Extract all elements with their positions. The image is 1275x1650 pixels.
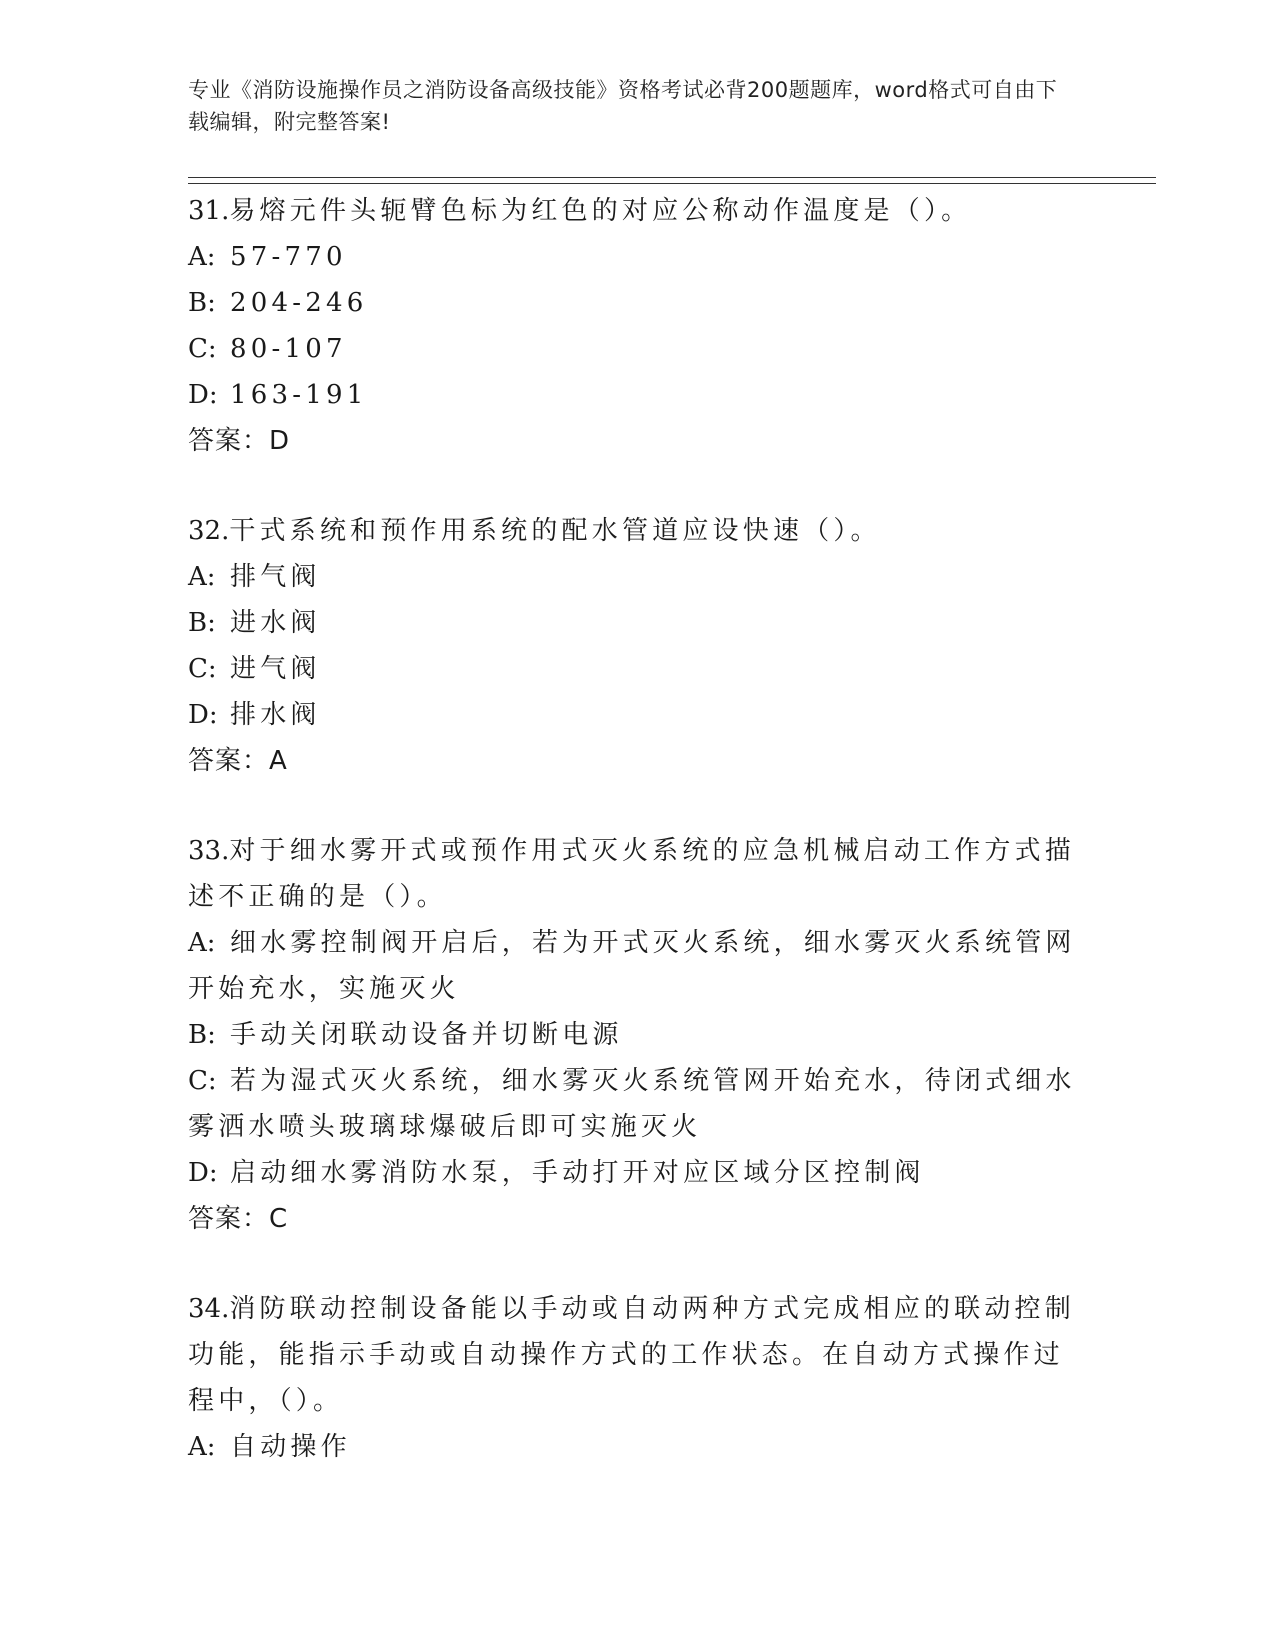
option-b: B: 进水阀 [188, 608, 321, 638]
answer-line: 答案：D [188, 426, 291, 456]
answer-line: 答案：A [188, 746, 288, 776]
question-number: 33. [188, 836, 230, 866]
header-divider-bottom [188, 183, 1156, 184]
spacer [188, 464, 1088, 508]
answer-line: 答案：C [188, 1204, 289, 1234]
question-text: 对于细水雾开式或预作用式灭火系统的应急机械启动工作方式描述不正确的是（）。 [188, 836, 1075, 912]
question-34-stem [188, 1286, 1088, 1424]
header-divider-top [188, 177, 1156, 178]
option-d: D: 启动细水雾消防水泵，手动打开对应区域分区控制阀 [188, 1158, 925, 1188]
question-number: 32. [188, 516, 230, 546]
option-a: A: 自动操作 [188, 1432, 351, 1462]
question-text: 易熔元件头轭臂色标为红色的对应公称动作温度是（）。 [229, 196, 972, 226]
option-c: C: 若为湿式灭火系统，细水雾灭火系统管网开始充水，待闭式细水雾洒水喷头玻璃球爆破后即可实施灭火 [188, 1066, 1076, 1142]
question-32-stem [188, 508, 1088, 554]
option-c: C: 80-107 [188, 334, 347, 364]
option-d: D: 163-191 [188, 380, 368, 410]
spacer [188, 784, 1088, 828]
option-d: D: 排水阀 [188, 700, 321, 730]
question-text: 干式系统和预作用系统的配水管道应设快速（）。 [229, 516, 881, 546]
question-number: 31. [188, 196, 230, 226]
option-a: A: 排气阀 [188, 562, 321, 592]
document-intro: 专业《消防设施操作员之消防设备高级技能》资格考试必背200题题库，word格式可自由下载编辑，附完整答案! [188, 78, 1058, 134]
option-b: B: 手动关闭联动设备并切断电源 [188, 1020, 623, 1050]
question-list [188, 188, 1088, 1470]
option-c: C: 进气阀 [188, 654, 321, 684]
option-b: B: 204-246 [188, 288, 368, 318]
option-a: A: 57-770 [188, 242, 347, 272]
spacer [188, 1242, 1088, 1286]
option-a: A: 细水雾控制阀开启后，若为开式灭火系统，细水雾灭火系统管网开始充水，实施灭火 [188, 928, 1076, 1004]
question-33-stem [188, 828, 1088, 920]
question-31-stem [188, 188, 1088, 234]
question-text: 消防联动控制设备能以手动或自动两种方式完成相应的联动控制功能，能指示手动或自动操作方式的工作状态。在自动方式操作过程中，（）。 [188, 1294, 1075, 1416]
question-number: 34. [188, 1294, 230, 1324]
